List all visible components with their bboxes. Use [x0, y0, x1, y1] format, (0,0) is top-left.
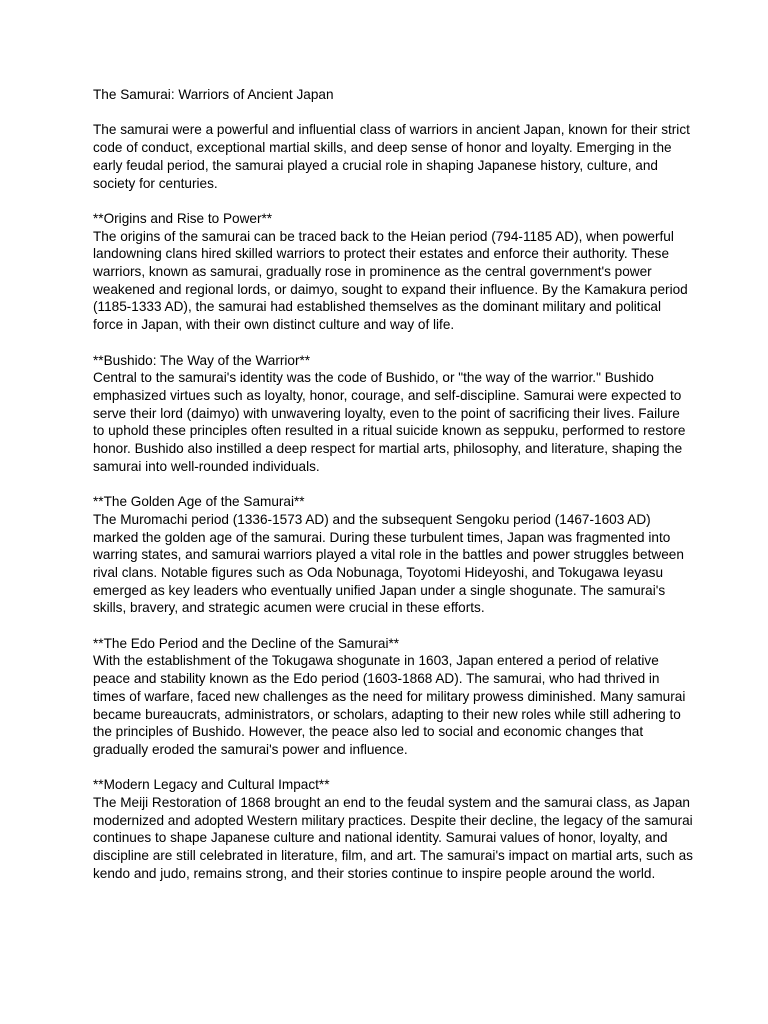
section-body: The Muromachi period (1336-1573 AD) and the subsequent Sengoku period (1467-1603 AD) marked the golden age of the samurai. During these turbulent times, Japan was fragmented into warring states, and samurai warriors played a vital role in the battles and power struggles between rival clans. Notable figures such as Oda Nobunaga, Toyotomi Hideyoshi, and Tokugawa Ieyasu emerged as key leaders who eventually unified Japan under a single shogunate. The samurai's skills, bravery, and strategic acumen were crucial in these efforts.: [93, 511, 684, 616]
section-body: The Meiji Restoration of 1868 brought an end to the feudal system and the samurai class, as Japan modernized and adopted Western military practices. Despite their decline, the legacy of the samurai continues to shape Japanese culture and national identity. Samurai values of honor, loyalty, and discipline are still celebrated in literature, film, and art. The samurai's impact on martial arts, such as kendo and judo, remains strong, and their stories continue to inspire people around the world.: [93, 795, 693, 881]
section-body: Central to the samurai's identity was the code of Bushido, or "the way of the warrior." Bushido emphasized virtues such as loyalty, honor, courage, and self-discipline. Samurai were expected to serve their lord (daimyo) with unwavering loyalty, even to the point of sacrificing their lives. Failure to uphold these principles often resulted in a ritual suicide known as seppuku, performed to restore honor. Bushido also instilled a deep respect for martial arts, philosophy, and literature, shaping the samurai into well-rounded individuals.: [93, 370, 686, 474]
section-golden-age: [93, 493, 693, 617]
section-modern-legacy: [93, 776, 693, 882]
section-heading: **Modern Legacy and Cultural Impact**: [93, 777, 330, 793]
section-body: The origins of the samurai can be traced back to the Heian period (794-1185 AD), when powerful landowning clans hired skilled warriors to protect their estates and enforce their authority. These warriors, known as samurai, gradually rose in prominence as the central government's power weakened and regional lords, or daimyo, sought to expand their influence. By the Kamakura period (1185-1333 AD), the samurai had established themselves as the dominant military and political force in Japan, with their own distinct culture and way of life.: [93, 228, 688, 333]
document-title: The Samurai: Warriors of Ancient Japan: [93, 87, 334, 102]
section-heading: **The Edo Period and the Decline of the Samurai**: [93, 635, 400, 651]
section-bushido: [93, 352, 693, 476]
section-heading: **The Golden Age of the Samurai**: [93, 494, 305, 510]
section-heading: **Origins and Rise to Power**: [93, 210, 273, 226]
section-heading: **Bushido: The Way of the Warrior**: [93, 352, 311, 368]
document-page: [93, 86, 693, 883]
section-origins: [93, 210, 693, 334]
section-body: With the establishment of the Tokugawa shogunate in 1603, Japan entered a period of relative peace and stability known as the Edo period (1603-1868 AD). The samurai, who had thrived in times of warfare, faced new challenges as the need for military prowess diminished. Many samurai became bureaucrats, administrators, or scholars, adapting to their new roles while still adhering to the principles of Bushido. However, the peace also led to social and economic changes that gradually eroded the samurai's power and influence.: [93, 653, 686, 757]
intro-paragraph: The samurai were a powerful and influential class of warriors in ancient Japan, known for their strict code of conduct, exceptional martial skills, and deep sense of honor and loyalty. Emerging in the early feudal period, the samurai played a crucial role in shaping Japanese history, culture, and society for centuries.: [93, 122, 690, 191]
section-edo-period: [93, 635, 693, 759]
